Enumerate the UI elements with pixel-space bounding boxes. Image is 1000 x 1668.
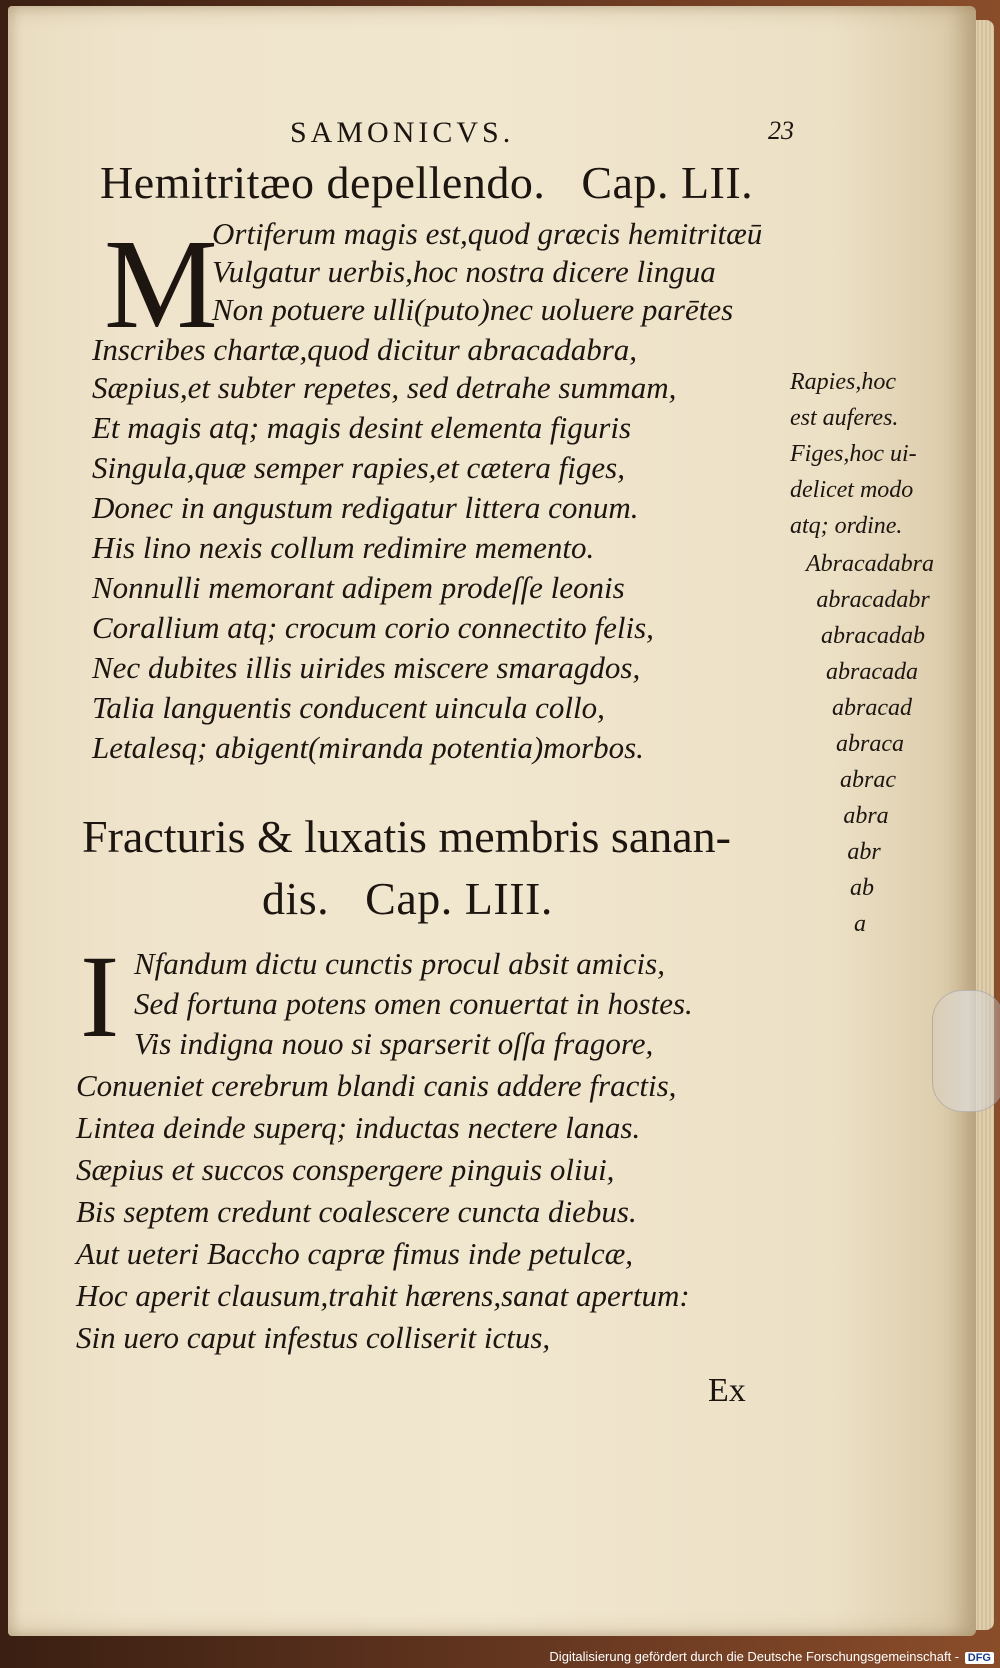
verse-line: Sed fortuna potens omen conuertat in hostes. [134, 986, 693, 1021]
verse-line: Sæpius,et subter repetes, sed detrahe summam, [92, 370, 677, 405]
page-clip [932, 990, 1000, 1112]
dfg-credit-text: Digitalisierung gefördert durch die Deutsche Forschungsgemeinschaft - [549, 1649, 960, 1664]
triangle-line: a [854, 911, 866, 937]
verse-line: Sæpius et succos conspergere pinguis oliui, [76, 1152, 615, 1187]
verse-line: Lintea deinde superq; inductas nectere lanas. [76, 1110, 641, 1145]
dfg-logo: DFG [965, 1652, 994, 1664]
verse-line: Conueniet cerebrum blandi canis addere fractis, [76, 1068, 677, 1103]
verse-line: Bis septem credunt coalescere cuncta diebus. [76, 1194, 637, 1229]
triangle-line: abr [847, 839, 881, 865]
verse-line: Aut ueteri Baccho capræ fimus inde petulcæ, [76, 1236, 634, 1271]
verse-line: Inscribes chartæ,quod dicitur abracadabra, [92, 332, 638, 367]
verse-line: Vis indigna nouo si sparserit oſſa fragore, [134, 1026, 654, 1061]
dfg-credit [549, 1649, 994, 1664]
verse-line: Nfandum dictu cunctis procul absit amicis, [134, 946, 665, 981]
triangle-line: abracadabr [816, 587, 930, 613]
margin-note: Figes,hoc ui- [790, 441, 917, 467]
verse-line: Nonnulli memorant adipem prodeſſe leonis [92, 570, 625, 605]
verse-line: Nec dubites illis uirides miscere smaragdos, [92, 650, 641, 685]
chapter-53-dropcap: I [80, 931, 120, 1062]
triangle-line: abracad [832, 695, 912, 721]
chapter-52-heading: Hemitritæo depellendo. Cap. LII. [100, 157, 754, 208]
verse-line: Non potuere ulli(puto)nec uoluere parētes [212, 292, 734, 327]
margin-note: est auferes. [790, 405, 899, 431]
verse-line: Singula,quæ semper rapies,et cætera figes, [92, 450, 625, 485]
margin-note: Rapies,hoc [790, 369, 896, 395]
verse-line: Talia languentis conducent uincula collo, [92, 690, 605, 725]
folio-number: 23 [768, 116, 794, 145]
running-head: SAMONICVS. [290, 116, 515, 149]
triangle-line: abraca [836, 731, 904, 757]
verse-line: Et magis atq; magis desint elementa figuris [92, 410, 632, 445]
verse-line: Sin uero caput infestus colliserit ictus, [76, 1320, 551, 1355]
verse-line: Letalesq; abigent(miranda potentia)morbos. [92, 730, 644, 765]
verse-line: Ortiferum magis est,quod græcis hemitritæū [212, 216, 763, 251]
verse-line: Corallium atq; crocum corio connectito felis, [92, 610, 654, 645]
margin-note: delicet modo [790, 477, 914, 503]
margin-note: atq; ordine. [790, 513, 903, 539]
verse-line: His lino nexis collum redimire memento. [92, 530, 595, 565]
chapter-53-heading-line2: dis. Cap. LIII. [262, 873, 553, 924]
triangle-line: abracada [826, 659, 918, 685]
verse-line: Donec in angustum redigatur littera conum. [92, 490, 639, 525]
chapter-53-heading-line1: Fracturis & luxatis membris sanan- [82, 811, 731, 862]
triangle-line: ab [850, 875, 874, 901]
chapter-52-dropcap: M [104, 213, 218, 355]
triangle-line: Abracadabra [806, 551, 934, 577]
verse-line: Hoc aperit clausum,trahit hærens,sanat apertum: [76, 1278, 690, 1313]
triangle-line: abracadab [821, 623, 925, 649]
verse-line: Vulgatur uerbis,hoc nostra dicere lingua [212, 254, 716, 289]
triangle-line: abra [843, 803, 889, 829]
catchword: Ex [708, 1372, 746, 1409]
triangle-line: abrac [840, 767, 896, 793]
